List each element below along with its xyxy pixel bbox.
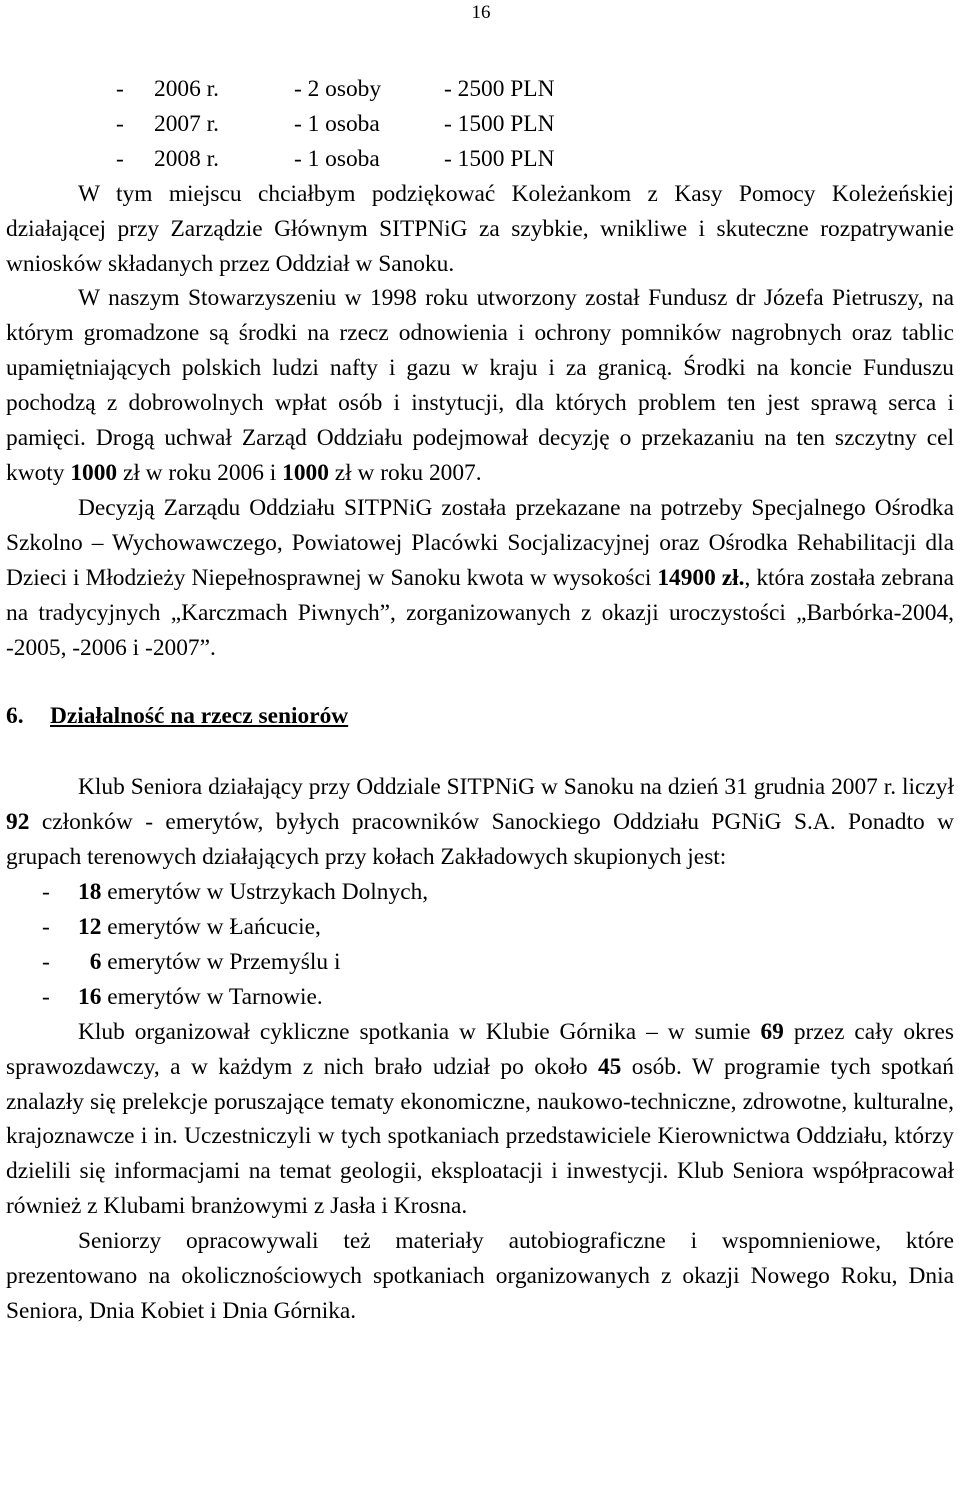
paragraph-club (6, 770, 954, 875)
decision-amount: 14900 (657, 564, 716, 591)
decision-text-3: , która została zebrana na tradycyjnych „Karczmach Piwnych”, zorganizowanych z okazji uroczystości „Barbórka-2004, -2005, -2006 i -2007”. (6, 564, 954, 661)
payment-count: - 2 osoby (294, 76, 382, 102)
document-body (6, 72, 954, 1329)
paragraph-meetings (6, 1015, 954, 1224)
fund-amount-2006: 1000 (70, 459, 118, 486)
list-dash: - (42, 983, 50, 1010)
fund-text-2: zł w roku 2006 i (117, 459, 283, 486)
group-count: 18 (78, 879, 102, 906)
section-heading (6, 699, 954, 734)
group-count: 16 (78, 983, 102, 1010)
section-title: Działalność na rzecz seniorów (50, 703, 349, 730)
list-dash: - (42, 914, 50, 941)
fund-amount-2007: 1000 (282, 459, 329, 486)
payment-row-2006 (6, 72, 954, 107)
fund-text-1: W naszym Stowarzyszeniu w 1998 roku utworzony został Fundusz dr Józefa Pietruszy, na którym gromadzone są środki na rzecz odnowienia i ochrony pomników nagrobnych oraz tablic upamiętniających polskich ludzi nafty i gazu w kraju i za granicą. Środki na koncie Funduszu pochodzą z dobrowolnych wpłat osób i instytucji, dla których problem ten jest sprawą serca i pamięci. Drogą uchwał Zarząd Oddziału podejmował decyzję o przekazaniu na ten szczytny cel kwoty (6, 285, 954, 486)
paragraph-thanks: W tym miejscu chciałbym podziękować Koleżankom z Kasy Pomocy Koleżeńskiej działającej przy Zarządzie Głównym SITPNiG za szybkie, wnikliwe i skuteczne rozpatrywanie wniosków składanych przez Oddział w Sanoku. (6, 180, 954, 277)
spacer (6, 734, 954, 770)
list-dash: - (42, 948, 50, 975)
payment-dash: - (116, 110, 124, 137)
group-text: emerytów w Tarnowie. (101, 983, 323, 1010)
group-text: emerytów w Łańcucie, (101, 914, 321, 941)
payment-count: - 1 osoba (294, 145, 380, 172)
payment-row-2008 (6, 142, 954, 177)
paragraph-decision (6, 491, 954, 666)
group-text: emerytów w Przemyślu i (101, 948, 341, 975)
paragraph-fund (6, 281, 954, 490)
payment-row-2007 (6, 107, 954, 142)
decision-currency: zł. (715, 564, 745, 591)
club-member-count: 92 (6, 809, 30, 836)
meetings-count: 69 (760, 1018, 784, 1045)
payment-amount: - 1500 PLN (444, 110, 555, 137)
list-item (6, 910, 954, 945)
decision-text-1: Decyzją Zarządu Oddziału SITPNiG została przekazane na potrzeby Specjalnego Ośrodka Szkolno – Wychowawczego, Powiatowej Placówki Socjalizacyjnej oraz Ośrodka Rehabilitacji dla Dzieci i Młodzieży Niepełnosprawnej w Sanoku kwota w wysokości (6, 494, 954, 591)
meetings-attendance: 45 (597, 1053, 622, 1080)
group-count: 12 (78, 914, 102, 941)
payment-year: 2006 r. (154, 76, 219, 102)
section-number: 6. (6, 703, 24, 730)
group-text: emerytów w Ustrzykach Dolnych, (101, 879, 429, 906)
payment-dash: - (116, 145, 124, 172)
payment-dash: - (116, 76, 124, 102)
payment-count: - 1 osoba (294, 110, 380, 137)
meetings-text-3: osób. W programie tych spotkań znalazły się prelekcje poruszające tematy ekonomiczne, naukowo-techniczne, zdrowotne, kulturalne, krajoznawcze i in. Uczestniczyli w tych spotkaniach przedstawiciele Kierownictwa Oddziału, którzy dzielili się informacjami na temat geologii, eksploatacji i inwestycji. Klub Seniora współpracował również z Klubami branżowymi z Jasła i Krosna. (6, 1053, 954, 1220)
group-count: 6 (78, 948, 102, 975)
payment-amount: - 2500 PLN (444, 76, 555, 102)
meetings-text-1: Klub organizował cykliczne spotkania w Klubie Górnika – w sumie (78, 1018, 761, 1045)
list-item (6, 945, 954, 980)
fund-text-3: zł w roku 2007. (328, 459, 482, 486)
club-text-1: Klub Seniora działający przy Oddziale SITPNiG w Sanoku na dzień 31 grudnia 2007 r. liczył (78, 774, 954, 801)
payment-year: 2008 r. (154, 145, 219, 172)
list-item (6, 875, 954, 910)
paragraph-memoirs: Seniorzy opracowywali też materiały autobiograficzne i wspomnieniowe, które prezentowano na okolicznościowych spotkaniach organizowanych z okazji Nowego Roku, Dnia Seniora, Dnia Kobiet i Dnia Górnika. (6, 1228, 954, 1324)
payment-amount: - 1500 PLN (444, 145, 555, 172)
club-text-2: członków - emerytów, byłych pracowników Sanockiego Oddziału PGNiG S.A. Ponadto w grupach terenowych działających przy kołach Zakładowych skupionych jest: (6, 809, 954, 871)
payment-year: 2007 r. (154, 110, 219, 137)
list-dash: - (42, 879, 50, 906)
meetings-text-2: przez cały okres sprawozdawczy, a w każdym z nich brało udział po około (6, 1018, 955, 1080)
list-item (6, 980, 954, 1015)
page-number: 16 (471, 2, 491, 23)
